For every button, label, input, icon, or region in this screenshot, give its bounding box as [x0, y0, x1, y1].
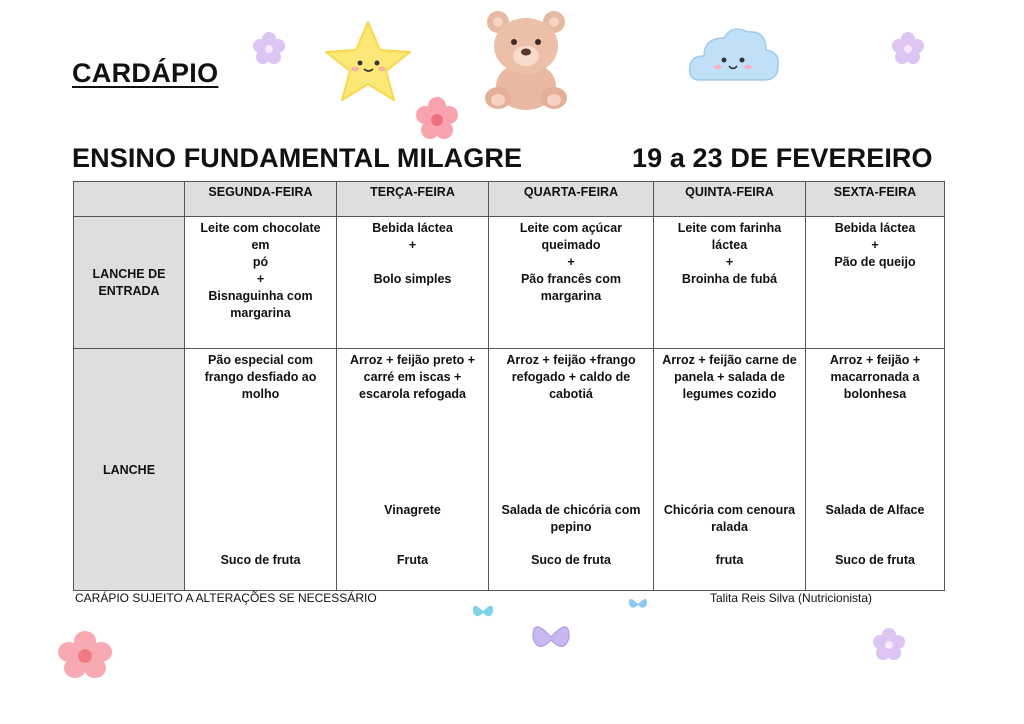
menu-cell [185, 217, 337, 349]
day-header-tuesday: TERÇA-FEIRA [337, 182, 489, 217]
menu-line: Arroz + feijão carne de [662, 353, 797, 367]
menu-line: cabotiá [549, 387, 593, 401]
menu-line: macarronada a [830, 370, 920, 384]
date-range-heading: 19 a 23 DE FEVEREIRO [632, 143, 933, 173]
butterfly-icon [627, 594, 649, 614]
menu-line: + [871, 238, 879, 252]
menu-cell [806, 217, 945, 349]
menu-line: pó [252, 255, 269, 269]
menu-salad: Chicória com cenoura [663, 503, 796, 517]
row-label-lanche [74, 349, 185, 591]
menu-line: Leite com açúcar [519, 221, 623, 235]
menu-cell [489, 217, 654, 349]
star-character-icon [322, 18, 414, 104]
menu-salad: pepino [550, 520, 592, 534]
menu-line: escarola refogada [359, 387, 466, 401]
menu-line: frango desfiado ao [204, 370, 317, 384]
menu-line: Bisnaguinha com [208, 289, 313, 303]
menu-line: margarina [540, 289, 602, 303]
menu-line: carré em iscas + [363, 370, 462, 384]
day-header-wednesday: QUARTA-FEIRA [489, 182, 654, 217]
menu-line: Bebida láctea [372, 221, 453, 235]
menu-drink: fruta [715, 553, 744, 567]
row-label-line: ENTRADA [98, 284, 160, 298]
row-label-line: LANCHE [102, 462, 156, 477]
menu-line: margarina [230, 306, 291, 320]
disclaimer-text: CARÁPIO SUJEITO A ALTERAÇÕES SE NECESSÁRIO [75, 591, 377, 605]
menu-drink: Fruta [396, 553, 429, 567]
table-header-row [74, 182, 945, 217]
menu-line: molho [241, 387, 280, 401]
day-header-friday: SEXTA-FEIRA [806, 182, 945, 217]
menu-drink: Suco de fruta [835, 553, 915, 567]
menu-line: Leite com chocolate em [200, 221, 321, 252]
menu-cell [337, 217, 489, 349]
header-corner-cell [74, 182, 185, 217]
cloud-character-icon [686, 22, 782, 92]
menu-line: Pão especial com [208, 353, 313, 367]
menu-salad: ralada [711, 520, 748, 534]
day-header-monday: SEGUNDA-FEIRA [185, 182, 337, 217]
menu-line: refogado + caldo de [511, 370, 631, 384]
menu-line: Pão de queijo [834, 255, 916, 269]
teddy-bear-icon [478, 8, 574, 114]
menu-line: legumes cozido [682, 387, 777, 401]
menu-cell [654, 349, 806, 591]
menu-cell [654, 217, 806, 349]
menu-line: Arroz + feijão preto + [349, 353, 476, 367]
menu-line: + [725, 255, 734, 269]
pink-flower-icon [414, 96, 460, 142]
menu-line: Bolo simples [373, 272, 452, 286]
row-label-line: LANCHE DE [92, 267, 166, 281]
menu-line: Broinha de fubá [681, 272, 778, 286]
menu-line: Arroz + feijão +frango [506, 353, 636, 367]
row-label-lanche-de-entrada [74, 217, 185, 349]
purple-flower-icon [872, 627, 906, 661]
menu-line: bolonhesa [843, 387, 907, 401]
page-title: CARDÁPIO [72, 58, 219, 88]
butterfly-icon [470, 598, 496, 624]
menu-cell [337, 349, 489, 591]
butterfly-icon [528, 616, 574, 658]
menu-cell [185, 349, 337, 591]
menu-table [73, 181, 945, 591]
menu-drink: Suco de fruta [220, 553, 301, 567]
menu-salad: Salada de Alface [825, 503, 925, 517]
menu-salad: Salada de chicória com [501, 503, 641, 517]
menu-line: + [567, 255, 575, 269]
nutritionist-credit: Talita Reis Silva (Nutricionista) [710, 591, 873, 605]
pink-flower-icon [56, 630, 114, 680]
menu-line: queimado [541, 238, 601, 252]
menu-line: Pão francês com [520, 272, 622, 286]
table-row [74, 349, 945, 591]
menu-cell [806, 349, 945, 591]
menu-line: Leite com farinha láctea [677, 221, 782, 252]
menu-line: + [256, 272, 265, 286]
menu-line: panela + salada de [674, 370, 785, 384]
menu-line: + [408, 238, 417, 252]
menu-line [342, 254, 483, 271]
table-row [74, 217, 945, 349]
menu-drink: Suco de fruta [531, 553, 611, 567]
menu-salad: Vinagrete [384, 503, 441, 517]
menu-cell [489, 349, 654, 591]
purple-flower-icon [891, 31, 925, 65]
purple-flower-icon [252, 31, 286, 65]
day-header-thursday: QUINTA-FEIRA [654, 182, 806, 217]
menu-line: Bebida láctea [834, 221, 916, 235]
menu-line: Arroz + feijão + [829, 353, 921, 367]
school-name-heading: ENSINO FUNDAMENTAL MILAGRE [72, 143, 523, 173]
